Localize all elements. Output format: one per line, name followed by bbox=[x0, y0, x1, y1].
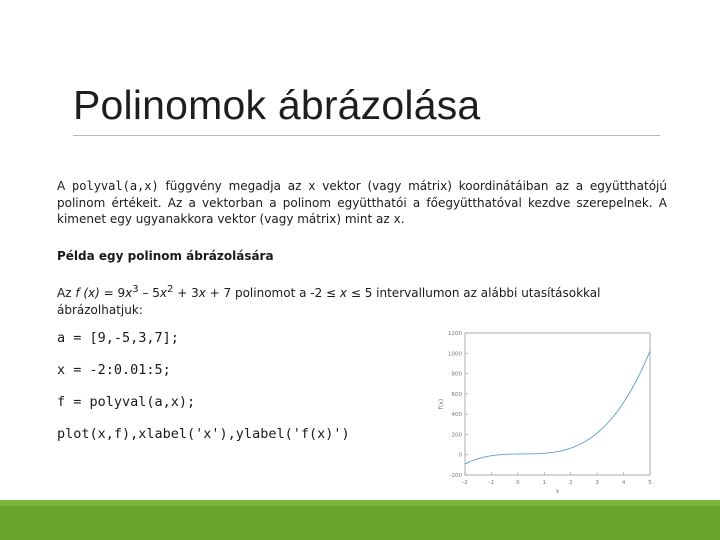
intro-text-1: A bbox=[57, 179, 73, 193]
y-tick-label: 1200 bbox=[448, 331, 462, 337]
example-heading: Példa egy polinom ábrázolására bbox=[57, 249, 274, 263]
code-line-2: x = -2:0.01:5; bbox=[57, 362, 171, 378]
y-tick-label: 400 bbox=[451, 412, 462, 419]
x-tick-label: -1 bbox=[488, 480, 495, 486]
x-tick-label: 0 bbox=[516, 480, 520, 486]
code-line-4: plot(x,f),xlabel('x'),ylabel('f(x)') bbox=[57, 426, 350, 442]
code-line-1: a = [9,-5,3,7]; bbox=[57, 330, 179, 346]
intro-code-x: x bbox=[308, 179, 316, 193]
eq-sign: = 9 bbox=[99, 286, 126, 300]
y-tick-label: 200 bbox=[451, 432, 462, 439]
x-tick-label: 4 bbox=[621, 480, 626, 486]
polynomial-description bbox=[57, 281, 647, 319]
slide-title: Polinomok ábrázolása bbox=[73, 82, 481, 128]
x-tick-label: 1 bbox=[542, 480, 547, 486]
eq-minus: – 5 bbox=[138, 286, 160, 300]
title-underline bbox=[73, 135, 660, 136]
y-tick-label: 600 bbox=[451, 391, 462, 398]
accent-bottom-bar-highlight bbox=[0, 500, 720, 506]
eq-x2: x bbox=[159, 286, 168, 300]
x-tick-label: 5 bbox=[648, 480, 652, 486]
y-tick-label: 800 bbox=[451, 371, 462, 378]
eq-plus: + 3 bbox=[173, 286, 199, 300]
code-line-3: f = polyval(a,x); bbox=[57, 394, 196, 410]
y-tick-label: 1000 bbox=[448, 351, 462, 358]
eq-sup2: 2 bbox=[167, 284, 174, 295]
y-tick-label: -200 bbox=[449, 473, 462, 479]
eq-x3: x bbox=[198, 286, 206, 300]
intro-code-polyval: polyval(a,x) bbox=[72, 179, 159, 193]
accent-bottom-bar bbox=[0, 500, 720, 540]
polynomial-plot bbox=[435, 325, 665, 495]
intro-code-x-2: x bbox=[393, 212, 401, 226]
eq-fx: f (x) bbox=[75, 286, 100, 300]
eq-x4: x bbox=[339, 286, 348, 300]
eq-x1: x bbox=[125, 286, 133, 300]
intro-text-3: vektor (vagy mátrix) koordinátáiban az a együtthatójú polinom értékeit. Az a vektorban a polinom együtthatói a főegyütthatóval kezdve szerepelnek. A kimenet egy ugyanakkora vektor (vagy mátrix) mint az bbox=[57, 179, 667, 226]
y-axis-label: f(x) bbox=[438, 398, 445, 410]
x-tick-label: 2 bbox=[568, 480, 573, 486]
intro-text-2: függvény megadja az bbox=[158, 179, 309, 193]
x-tick-label: 3 bbox=[595, 480, 599, 486]
eq-sup1: 3 bbox=[132, 284, 139, 295]
eq-rest1: + 7 polinomot a -2 ≤ bbox=[205, 286, 340, 300]
intro-paragraph bbox=[57, 178, 667, 228]
eq-rest2: ≤ 5 intervallumon az alábbi utasításokkal ábrázolhatjuk: bbox=[57, 286, 601, 317]
intro-text-4: . bbox=[400, 212, 405, 226]
x-tick-label: -2 bbox=[462, 480, 468, 486]
x-axis-label: x bbox=[555, 488, 560, 495]
eq-prefix: Az bbox=[57, 286, 76, 300]
y-tick-label: 0 bbox=[458, 452, 462, 459]
